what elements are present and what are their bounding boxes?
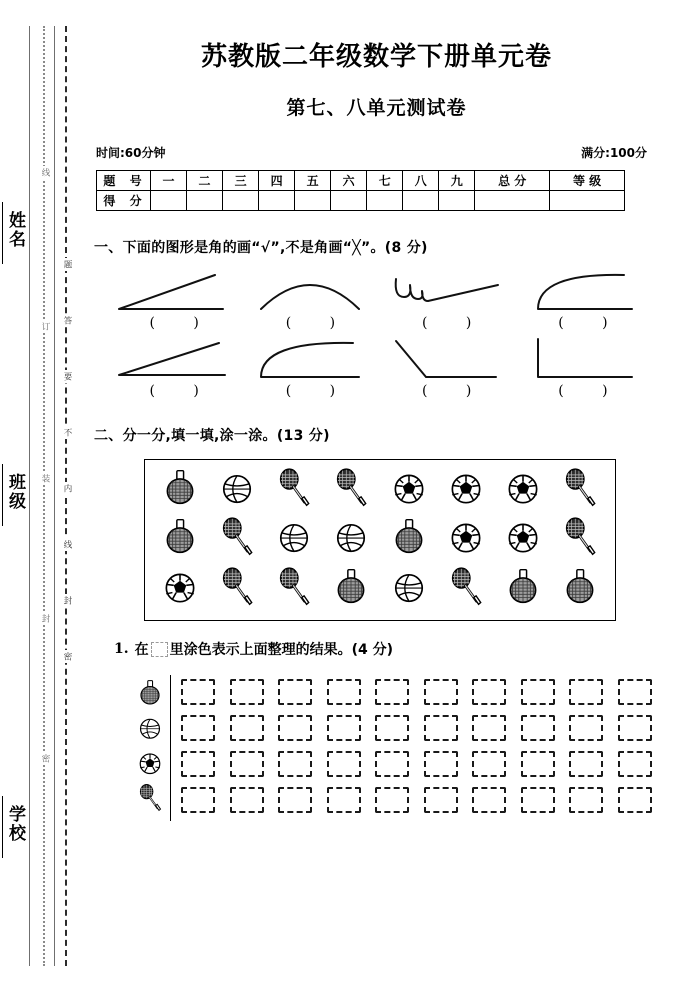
score-table bbox=[96, 170, 625, 211]
margin-label-name: 姓名 bbox=[2, 196, 28, 264]
coloring-cell[interactable] bbox=[230, 679, 264, 705]
soccer-icon bbox=[135, 748, 165, 778]
figure-cell-7 bbox=[379, 335, 515, 399]
page-subtitle: 第七、八单元测试卷 bbox=[286, 97, 467, 119]
margin-label-school: 学校 bbox=[2, 790, 28, 858]
worksheet-sheet bbox=[84, 0, 681, 988]
figure-cell-3 bbox=[379, 267, 515, 331]
sports-item-soccer bbox=[502, 467, 544, 514]
arc-dome-icon bbox=[251, 267, 369, 317]
figure-cell-2 bbox=[242, 267, 378, 331]
question-2-heading: 二、分一分,填一填,涂一涂。(13 分) bbox=[94, 428, 330, 444]
soccer-icon bbox=[445, 516, 487, 558]
sports-row-2 bbox=[151, 516, 609, 563]
soccer-icon bbox=[502, 516, 544, 558]
coloring-cell[interactable] bbox=[424, 679, 458, 705]
soccer-icon bbox=[159, 566, 201, 608]
coloring-cell[interactable] bbox=[569, 787, 603, 813]
coloring-grid-divider bbox=[170, 675, 171, 821]
sports-item-paddle bbox=[388, 516, 430, 563]
coloring-cell[interactable] bbox=[327, 715, 361, 741]
paddle-icon bbox=[502, 566, 544, 608]
coloring-cell[interactable] bbox=[327, 679, 361, 705]
coloring-cell[interactable] bbox=[181, 715, 215, 741]
rail-solid-line-right bbox=[54, 26, 55, 966]
sports-item-basketball bbox=[330, 516, 372, 563]
figure-cell-5 bbox=[106, 335, 242, 399]
seal-char-dotted-3: 封 bbox=[37, 612, 51, 625]
seal-char-dotted-0: 线 bbox=[37, 166, 51, 179]
sports-item-paddle bbox=[559, 566, 601, 613]
coloring-row-icon-racket bbox=[135, 783, 165, 818]
sports-item-basketball bbox=[273, 516, 315, 563]
sports-item-basketball bbox=[216, 467, 258, 514]
sports-item-racket bbox=[216, 566, 258, 613]
basketball-icon bbox=[388, 566, 430, 608]
basketball-icon bbox=[135, 713, 165, 743]
score-col-4: 四 bbox=[259, 171, 295, 191]
racket-icon bbox=[135, 783, 165, 813]
coloring-cell[interactable] bbox=[618, 679, 652, 705]
paddle-icon bbox=[559, 566, 601, 608]
score-value-9[interactable] bbox=[439, 191, 475, 211]
inline-dashed-box-icon bbox=[151, 642, 168, 657]
soccer-icon bbox=[445, 467, 487, 509]
coloring-cell[interactable] bbox=[181, 679, 215, 705]
seal-char-dashed-3: 不 bbox=[59, 426, 73, 439]
seal-char-dashed-6: 封 bbox=[59, 594, 73, 607]
coloring-cell[interactable] bbox=[230, 715, 264, 741]
angle-acute-open-left-icon bbox=[115, 267, 233, 317]
racket-icon bbox=[216, 566, 258, 608]
seal-char-dotted-1: 订 bbox=[37, 320, 51, 333]
question-1-heading: 一、下面的图形是角的画“√”,不是角画“╳”。(8 分) bbox=[94, 240, 428, 256]
coloring-cell[interactable] bbox=[472, 679, 506, 705]
sports-item-paddle bbox=[330, 566, 372, 613]
page-title: 苏教版二年级数学下册单元卷 bbox=[200, 42, 552, 72]
seal-char-dotted-4: 密 bbox=[37, 752, 51, 765]
sports-item-racket bbox=[445, 566, 487, 613]
score-value-1[interactable] bbox=[151, 191, 187, 211]
sports-items-box bbox=[144, 459, 616, 621]
figure-cell-6 bbox=[242, 335, 378, 399]
sports-item-paddle bbox=[502, 566, 544, 613]
seal-char-dashed-4: 内 bbox=[59, 482, 73, 495]
score-table-header-row bbox=[97, 171, 625, 191]
coloring-cell[interactable] bbox=[618, 715, 652, 741]
coloring-cell[interactable] bbox=[521, 751, 555, 777]
coloring-grid-row-icons bbox=[132, 675, 168, 821]
coloring-cell[interactable] bbox=[472, 751, 506, 777]
sports-item-soccer bbox=[445, 516, 487, 563]
soccer-icon bbox=[502, 467, 544, 509]
sports-item-soccer bbox=[502, 516, 544, 563]
coloring-row-icon-paddle bbox=[135, 678, 165, 713]
score-col-total: 总 分 bbox=[475, 171, 550, 191]
coloring-cell[interactable] bbox=[278, 787, 312, 813]
coloring-cell[interactable] bbox=[521, 787, 555, 813]
figure-answer-paren-4[interactable]: ( ) bbox=[558, 315, 625, 331]
score-col-2: 二 bbox=[187, 171, 223, 191]
basketball-icon bbox=[330, 516, 372, 558]
figure-answer-paren-7[interactable]: ( ) bbox=[421, 383, 489, 399]
score-col-5: 五 bbox=[295, 171, 331, 191]
coloring-cell[interactable] bbox=[278, 679, 312, 705]
score-col-7: 七 bbox=[367, 171, 403, 191]
coloring-grid-cells bbox=[181, 675, 665, 821]
figure-answer-paren-2[interactable]: ( ) bbox=[285, 315, 353, 331]
coloring-cell[interactable] bbox=[521, 715, 555, 741]
coloring-cell[interactable] bbox=[278, 751, 312, 777]
sports-item-soccer bbox=[445, 467, 487, 514]
racket-icon bbox=[273, 467, 315, 509]
score-col-3: 三 bbox=[223, 171, 259, 191]
coloring-grid-area bbox=[132, 675, 665, 821]
curve-corner-icon bbox=[251, 335, 369, 385]
quarter-arc-right-icon bbox=[524, 267, 642, 317]
margin-label-class: 班级 bbox=[2, 458, 28, 526]
sports-item-racket bbox=[273, 467, 315, 514]
sub-question-text-before: 在 bbox=[134, 642, 149, 658]
figure-cell-8 bbox=[515, 335, 651, 399]
exam-meta-row bbox=[88, 144, 665, 161]
seal-char-dotted-2: 装 bbox=[37, 472, 51, 485]
score-value-3[interactable] bbox=[223, 191, 259, 211]
coloring-cell[interactable] bbox=[521, 679, 555, 705]
sub-question-number: 1. bbox=[114, 641, 129, 657]
figure-answer-paren-1[interactable]: ( ) bbox=[149, 315, 216, 331]
score-col-6: 六 bbox=[331, 171, 367, 191]
sports-item-racket bbox=[273, 566, 315, 613]
score-value-8[interactable] bbox=[403, 191, 439, 211]
seal-char-dashed-5: 线 bbox=[59, 538, 73, 551]
sports-item-racket bbox=[559, 467, 601, 514]
coloring-cell[interactable] bbox=[472, 715, 506, 741]
sports-row-1 bbox=[151, 467, 609, 514]
coloring-cell[interactable] bbox=[375, 679, 409, 705]
paddle-icon bbox=[330, 566, 372, 608]
coloring-cell[interactable] bbox=[278, 715, 312, 741]
angle-obtuse-icon bbox=[388, 335, 506, 385]
coloring-cell[interactable] bbox=[375, 715, 409, 741]
seal-char-dashed-2: 要 bbox=[59, 370, 73, 383]
angle-shallow-icon bbox=[115, 335, 233, 385]
question-1-figure-grid bbox=[88, 267, 665, 399]
seal-char-dashed-1: 答 bbox=[59, 314, 73, 327]
coloring-cell[interactable] bbox=[569, 715, 603, 741]
score-table-value-row bbox=[97, 191, 625, 211]
coloring-cell[interactable] bbox=[569, 679, 603, 705]
coloring-cell[interactable] bbox=[569, 751, 603, 777]
paddle-icon bbox=[159, 516, 201, 558]
figure-answer-paren-6[interactable]: ( ) bbox=[285, 383, 353, 399]
coloring-cell[interactable] bbox=[375, 751, 409, 777]
racket-icon bbox=[330, 467, 372, 509]
coloring-cell[interactable] bbox=[472, 787, 506, 813]
sports-item-paddle bbox=[159, 516, 201, 563]
coloring-row-icon-basketball bbox=[135, 713, 165, 748]
sports-item-basketball bbox=[388, 566, 430, 613]
score-value-grade[interactable] bbox=[550, 191, 625, 211]
coloring-cell[interactable] bbox=[230, 751, 264, 777]
sports-item-racket bbox=[216, 516, 258, 563]
rail-solid-line-left bbox=[29, 26, 30, 966]
racket-icon bbox=[216, 516, 258, 558]
score-col-8: 八 bbox=[403, 171, 439, 191]
coloring-cell[interactable] bbox=[618, 787, 652, 813]
figure-answer-paren-8[interactable]: ( ) bbox=[558, 383, 625, 399]
racket-icon bbox=[559, 516, 601, 558]
score-value-total[interactable] bbox=[475, 191, 550, 211]
coloring-row-icon-soccer bbox=[135, 748, 165, 783]
time-limit-label: 时间:60分钟 bbox=[96, 146, 166, 160]
total-score-label: 满分:100分 bbox=[581, 146, 647, 160]
score-value-5[interactable] bbox=[295, 191, 331, 211]
figure-answer-paren-5[interactable]: ( ) bbox=[149, 383, 216, 399]
sports-row-3 bbox=[151, 566, 609, 613]
seal-char-dashed-7: 密 bbox=[59, 650, 73, 663]
coloring-cell[interactable] bbox=[375, 787, 409, 813]
score-value-6[interactable] bbox=[331, 191, 367, 211]
sub-question-text-after: 里涂色表示上面整理的结果。(4 分) bbox=[169, 642, 394, 658]
coloring-cell[interactable] bbox=[424, 715, 458, 741]
racket-icon bbox=[559, 467, 601, 509]
sports-item-paddle bbox=[159, 467, 201, 514]
score-value-7[interactable] bbox=[367, 191, 403, 211]
coloring-cell[interactable] bbox=[327, 787, 361, 813]
figure-cell-1 bbox=[106, 267, 242, 331]
sports-item-soccer bbox=[159, 566, 201, 613]
squiggle-with-ray-icon bbox=[388, 267, 506, 317]
seal-margin-rail bbox=[0, 0, 76, 988]
question-2-sub-1 bbox=[114, 639, 665, 659]
score-col-grade: 等 级 bbox=[550, 171, 625, 191]
sports-item-racket bbox=[330, 467, 372, 514]
basketball-icon bbox=[216, 467, 258, 509]
soccer-icon bbox=[388, 467, 430, 509]
paddle-icon bbox=[159, 467, 201, 509]
score-value-2[interactable] bbox=[187, 191, 223, 211]
racket-icon bbox=[273, 566, 315, 608]
seal-char-dashed-0: 题 bbox=[59, 258, 73, 271]
coloring-cell[interactable] bbox=[424, 751, 458, 777]
right-angle-icon bbox=[524, 335, 642, 385]
paddle-icon bbox=[135, 678, 165, 708]
coloring-cell[interactable] bbox=[230, 787, 264, 813]
figure-answer-paren-3[interactable]: ( ) bbox=[421, 315, 489, 331]
score-col-1: 一 bbox=[151, 171, 187, 191]
coloring-cell[interactable] bbox=[181, 787, 215, 813]
coloring-cell[interactable] bbox=[618, 751, 652, 777]
score-table-row-label-score: 得 分 bbox=[97, 191, 151, 211]
racket-icon bbox=[445, 566, 487, 608]
sports-item-soccer bbox=[388, 467, 430, 514]
figure-cell-4 bbox=[515, 267, 651, 331]
coloring-cell[interactable] bbox=[424, 787, 458, 813]
score-value-4[interactable] bbox=[259, 191, 295, 211]
coloring-cell[interactable] bbox=[181, 751, 215, 777]
coloring-cell[interactable] bbox=[327, 751, 361, 777]
sports-item-racket bbox=[559, 516, 601, 563]
paddle-icon bbox=[388, 516, 430, 558]
score-col-9: 九 bbox=[439, 171, 475, 191]
score-table-row-label-question: 题 号 bbox=[97, 171, 151, 191]
basketball-icon bbox=[273, 516, 315, 558]
rail-dashed-line bbox=[65, 26, 67, 966]
